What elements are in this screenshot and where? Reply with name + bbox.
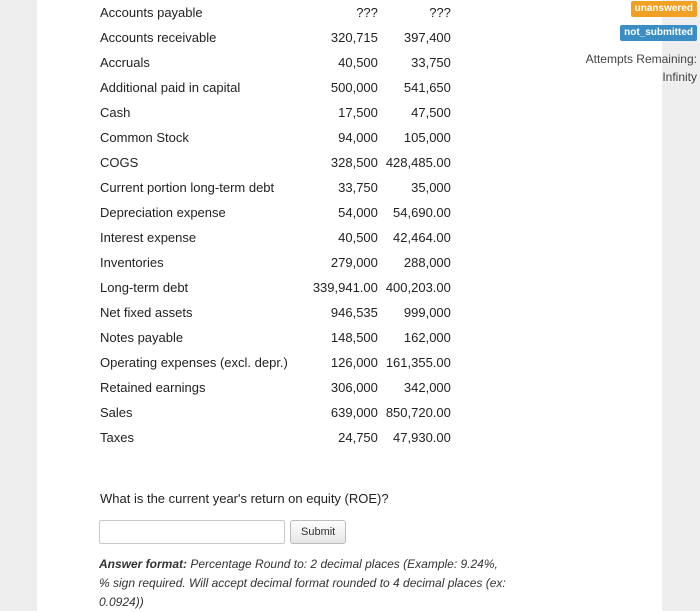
table-row: [100, 50, 451, 75]
row-label: Interest expense: [100, 230, 197, 245]
question-text: What is the current year's return on equity (ROE)?: [100, 491, 389, 506]
row-label: Accounts payable: [100, 5, 203, 20]
current-year-value: 541,650: [403, 80, 451, 95]
table-row: [100, 225, 451, 250]
current-year-value: 47,930.00: [393, 430, 451, 445]
table-row: [100, 425, 451, 450]
current-year-value: 47,500: [411, 105, 451, 120]
current-year-value: ???: [429, 5, 451, 20]
prior-year-value: 126,000: [330, 355, 378, 370]
table-row: [100, 325, 451, 350]
row-label: Long-term debt: [100, 280, 189, 295]
row-label: Notes payable: [100, 330, 184, 345]
table-row: [100, 25, 451, 50]
prior-year-value: 94,000: [338, 130, 378, 145]
table-row: [100, 275, 451, 300]
submit-button[interactable]: Submit: [290, 520, 346, 544]
prior-year-value: 306,000: [330, 380, 378, 395]
table-row: [100, 375, 451, 400]
table-row: [100, 250, 451, 275]
current-year-value: 35,000: [411, 180, 451, 195]
row-label: Accounts receivable: [100, 30, 217, 45]
table-row: [100, 75, 451, 100]
table-row: [100, 0, 451, 25]
answer-format-text: Percentage Round to: 2 decimal places (Example: 9.24%, % sign required. Will accept decimal format rounded to 4 decimal places (ex: 0.0924)): [99, 557, 506, 609]
row-label: Net fixed assets: [100, 305, 193, 320]
prior-year-value: 54,000: [338, 205, 378, 220]
prior-year-value: 639,000: [330, 405, 378, 420]
attempts-remaining: [557, 50, 697, 86]
answer-format-note: [99, 555, 509, 612]
prior-year-value: 279,000: [330, 255, 378, 270]
attempts-value: Infinity: [662, 70, 697, 84]
row-label: Retained earnings: [100, 380, 206, 395]
current-year-value: 42,464.00: [393, 230, 451, 245]
prior-year-value: 40,500: [338, 55, 378, 70]
table-row: [100, 350, 451, 375]
answer-format-label: Answer format:: [99, 557, 188, 571]
not-submitted-badge: not_submitted: [620, 25, 697, 41]
prior-year-value: 24,750: [338, 430, 378, 445]
row-label: COGS: [100, 155, 139, 170]
current-year-value: 33,750: [411, 55, 451, 70]
answer-input[interactable]: [99, 520, 285, 544]
table-row: [100, 300, 451, 325]
table-row: [100, 175, 451, 200]
prior-year-value: 320,715: [330, 30, 378, 45]
table-row: [100, 200, 451, 225]
attempts-label: Attempts Remaining:: [585, 52, 697, 66]
table-row: [100, 100, 451, 125]
right-gutter: [662, 0, 700, 611]
row-label: Common Stock: [100, 130, 189, 145]
row-label: Cash: [100, 105, 131, 120]
prior-year-value: 17,500: [338, 105, 378, 120]
financial-data-table: [100, 0, 451, 450]
row-label: Inventories: [100, 255, 164, 270]
current-year-value: 288,000: [403, 255, 451, 270]
current-year-value: 400,203.00: [385, 280, 451, 295]
row-label: Sales: [100, 405, 133, 420]
row-label: Accruals: [100, 55, 150, 70]
prior-year-value: 328,500: [330, 155, 378, 170]
row-label: Depreciation expense: [100, 205, 226, 220]
prior-year-value: 946,535: [330, 305, 378, 320]
prior-year-value: 500,000: [330, 80, 378, 95]
table-row: [100, 400, 451, 425]
current-year-value: 397,400: [403, 30, 451, 45]
prior-year-value: 339,941.00: [312, 280, 378, 295]
current-year-value: 850,720.00: [385, 405, 451, 420]
table-row: [100, 150, 451, 175]
current-year-value: 161,355.00: [385, 355, 451, 370]
question-panel: [37, 0, 662, 611]
answer-row: [99, 520, 346, 544]
current-year-value: 342,000: [403, 380, 451, 395]
row-label: Operating expenses (excl. depr.): [100, 355, 288, 370]
current-year-value: 105,000: [403, 130, 451, 145]
prior-year-value: ???: [356, 5, 378, 20]
row-label: Taxes: [100, 430, 134, 445]
table-row: [100, 125, 451, 150]
current-year-value: 999,000: [403, 305, 451, 320]
prior-year-value: 148,500: [330, 330, 378, 345]
current-year-value: 162,000: [403, 330, 451, 345]
row-label: Additional paid in capital: [100, 80, 241, 95]
prior-year-value: 40,500: [338, 230, 378, 245]
left-gutter: [0, 0, 37, 611]
prior-year-value: 33,750: [338, 180, 378, 195]
current-year-value: 54,690.00: [393, 205, 451, 220]
current-year-value: 428,485.00: [385, 155, 451, 170]
row-label: Current portion long-term debt: [100, 180, 275, 195]
unanswered-badge: unanswered: [631, 1, 697, 17]
